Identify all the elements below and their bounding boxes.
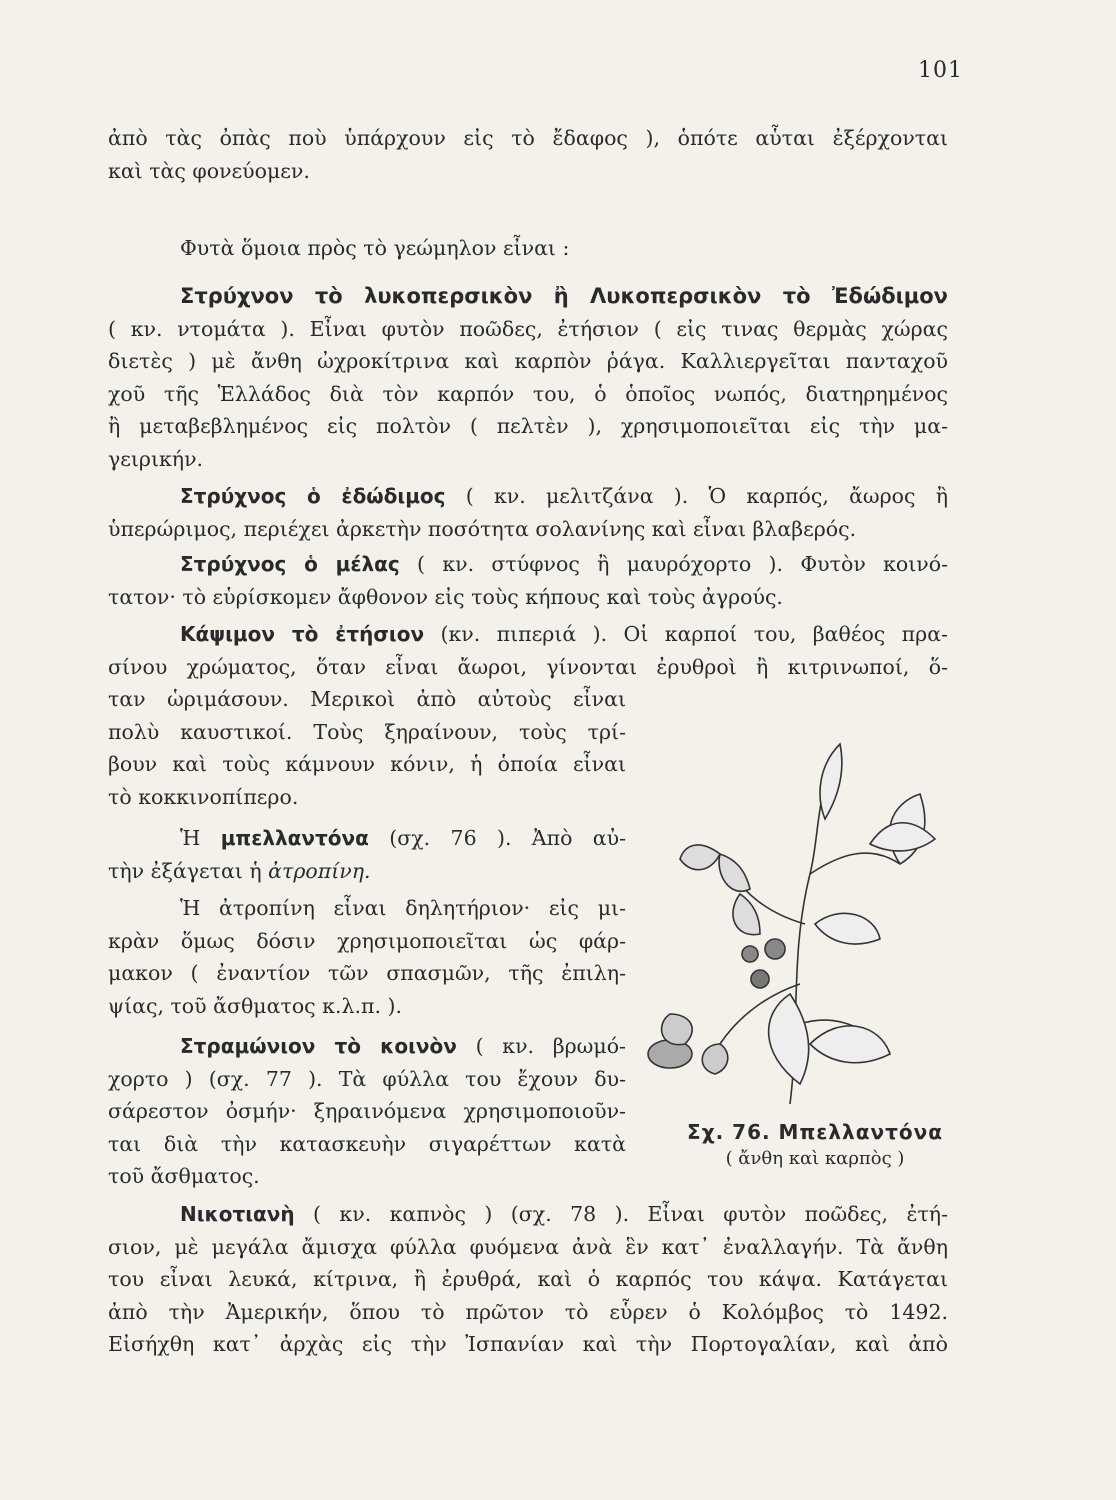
- text-line: [108, 618, 948, 651]
- text-line: ὑπερώριμος, περιέχει ἀρκετὴν ποσότητα σολανίνης καὶ εἶναι βλαβερός.: [108, 516, 857, 541]
- tobacco-heading: Νικοτιανὴ: [180, 1202, 295, 1226]
- text-line: τοῦ ἄσθματος.: [108, 1164, 260, 1189]
- text-line: σιον, μὲ μεγάλα ἄμισχα φύλλα φυόμενα ἀνὰ ἓν κατ᾽ ἐναλλαγήν. Τὰ ἄνθη: [108, 1234, 948, 1259]
- tomato-paragraph: [108, 280, 948, 476]
- text-line: βουν καὶ τοὺς κάμνουν κόνιν, ἡ ὁποία εἶναι: [108, 752, 626, 777]
- text-run: (κν. πιπεριά ). Οἱ καρποί του, βαθέος πρα-: [424, 622, 948, 646]
- text-run: (σχ. 76 ). Ἀπὸ αὐ-: [368, 826, 626, 850]
- caption-title: Σχ. 76. Μπελλαντόνα: [687, 1120, 943, 1144]
- text-run: ( κν. καπνὸς ) (σχ. 78 ). Εἶναι φυτὸν ποῶδες, ἐτή-: [294, 1202, 948, 1226]
- text-line: τατον· τὸ εὑρίσκομεν ἄφθονον εἰς τοὺς κήπους καὶ τοὺς ἀγρούς.: [108, 584, 783, 609]
- caption-subtitle: ( ἄνθη καὶ καρπὸς ): [725, 1148, 905, 1169]
- text-line: καὶ τὰς φονεύομεν.: [108, 158, 310, 183]
- text-line: τὸ κοκκινοπίπερο.: [108, 784, 299, 809]
- text-line: Εἰσήχθη κατ᾽ ἀρχὰς εἰς τὴν Ἰσπανίαν καὶ τὴν Πορτογαλίαν, καὶ ἀπὸ: [108, 1332, 948, 1357]
- text-line: ται διὰ τὴν κατασκευὴν σιγαρέττων κατὰ: [108, 1131, 626, 1156]
- text-line: διετὲς ) μὲ ἄνθη ὠχροκίτρινα καὶ καρπὸν ῥάγα. Καλλιεργεῖται πανταχοῦ: [108, 349, 948, 374]
- text-line: ἀπὸ τὴν Ἀμερικήν, ὅπου τὸ πρῶτον τὸ εὗρεν ὁ Κολόμβος τὸ 1492.: [108, 1299, 948, 1324]
- pepper-heading: Κάψιμον τὸ ἐτήσιον: [180, 622, 425, 646]
- text-line: μακον ( ἐναντίον τῶν σπασμῶν, τῆς ἐπιλη-: [108, 961, 626, 986]
- text-run: Ἡ: [180, 826, 221, 850]
- text-line: γειρικήν.: [108, 446, 204, 471]
- atropine-term: ἀτροπίνη.: [268, 858, 371, 883]
- figure-caption: [680, 1120, 950, 1169]
- text-line: σίνου χρώματος, ὅταν εἶναι ἄωροι, γίνονται ἐρυθροὶ ἢ κιτρινωποί, ὅ-: [108, 654, 948, 679]
- text-run: τὴν ἐξάγεται ἡ: [108, 858, 269, 883]
- text-line: [108, 548, 948, 581]
- text-line: [108, 1030, 626, 1063]
- eggplant-heading: Στρύχνος ὁ ἐδώδιμος: [180, 484, 446, 508]
- text-line: ἢ μεταβεβλημένος εἰς πολτὸν ( πελτὲν ), χρησιμοποιεῖται εἰς τὴν μα-: [108, 414, 948, 439]
- page-number: 101: [918, 58, 963, 83]
- intro-line: Φυτὰ ὅμοια πρὸς τὸ γεώμηλον εἶναι :: [180, 236, 570, 260]
- text-run: ( κν. μελιτζάνα ). Ὁ καρπός, ἄωρος ἢ: [445, 484, 948, 508]
- text-line: ( κν. ντομάτα ). Εἶναι φυτὸν ποῶδες, ἐτήσιον ( εἰς τινας θερμὰς χώρας: [108, 316, 948, 341]
- text-line: [108, 822, 626, 855]
- text-line: πολὺ καυστικοί. Τοὺς ξηραίνουν, τοὺς τρί-: [108, 719, 626, 744]
- nightshade-paragraph: [108, 548, 948, 613]
- text-line: σάρεστον ὀσμήν· ξηραινόμενα χρησιμοποιοῦν-: [108, 1099, 626, 1124]
- nightshade-heading: Στρύχνος ὁ μέλας: [180, 552, 400, 576]
- text-run: ( κν. βρωμό-: [456, 1034, 626, 1058]
- top-paragraph: [108, 122, 948, 187]
- belladonna-heading: μπελλαντόνα: [220, 826, 369, 850]
- text-line: ταν ὡριμάσουν. Μερικοὶ ἀπὸ αὐτοὺς εἶναι: [108, 687, 626, 712]
- text-line: ψίας, τοῦ ἄσθματος κ.λ.π. ).: [108, 993, 403, 1018]
- intro-paragraph: [108, 232, 948, 265]
- text-line: [108, 1198, 948, 1231]
- belladonna-plant-icon: [640, 724, 960, 1124]
- text-line: κρὰν ὅμως δόσιν χρησιμοποιεῖται ὡς φάρ-: [108, 928, 626, 953]
- text-run: ( κν. στύφνος ἢ μαυρόχορτο ). Φυτὸν κοινό-: [399, 552, 949, 576]
- text-line: χοῦ τῆς Ἑλλάδος διὰ τὸν καρπόν του, ὁ ὁποῖος νωπός, διατηρημένος: [108, 381, 948, 406]
- datura-heading: Στραμώνιον τὸ κοινὸν: [180, 1034, 457, 1058]
- text-line: [108, 480, 948, 513]
- tomato-heading: Στρύχνον τὸ λυκοπερσικὸν ἢ Λυκοπερσικὸν τὸ Ἐδώδιμον: [180, 284, 948, 308]
- text-line: χορτο ) (σχ. 77 ). Τὰ φύλλα του ἔχουν δυ-: [108, 1066, 626, 1091]
- text-line: Ἡ ἀτροπίνη εἶναι δηλητήριον· εἰς μι-: [180, 896, 626, 920]
- text-line: ἀπὸ τὰς ὀπὰς ποὺ ὑπάρχουν εἰς τὸ ἔδαφος ), ὁπότε αὗται ἐξέρχονται: [108, 126, 948, 150]
- text-line: του εἶναι λευκά, κίτρινα, ἢ ἐρυθρά, καὶ ὁ καρπός του κάψα. Κατάγεται: [108, 1267, 948, 1292]
- tobacco-paragraph: [108, 1198, 948, 1361]
- eggplant-paragraph: [108, 480, 948, 545]
